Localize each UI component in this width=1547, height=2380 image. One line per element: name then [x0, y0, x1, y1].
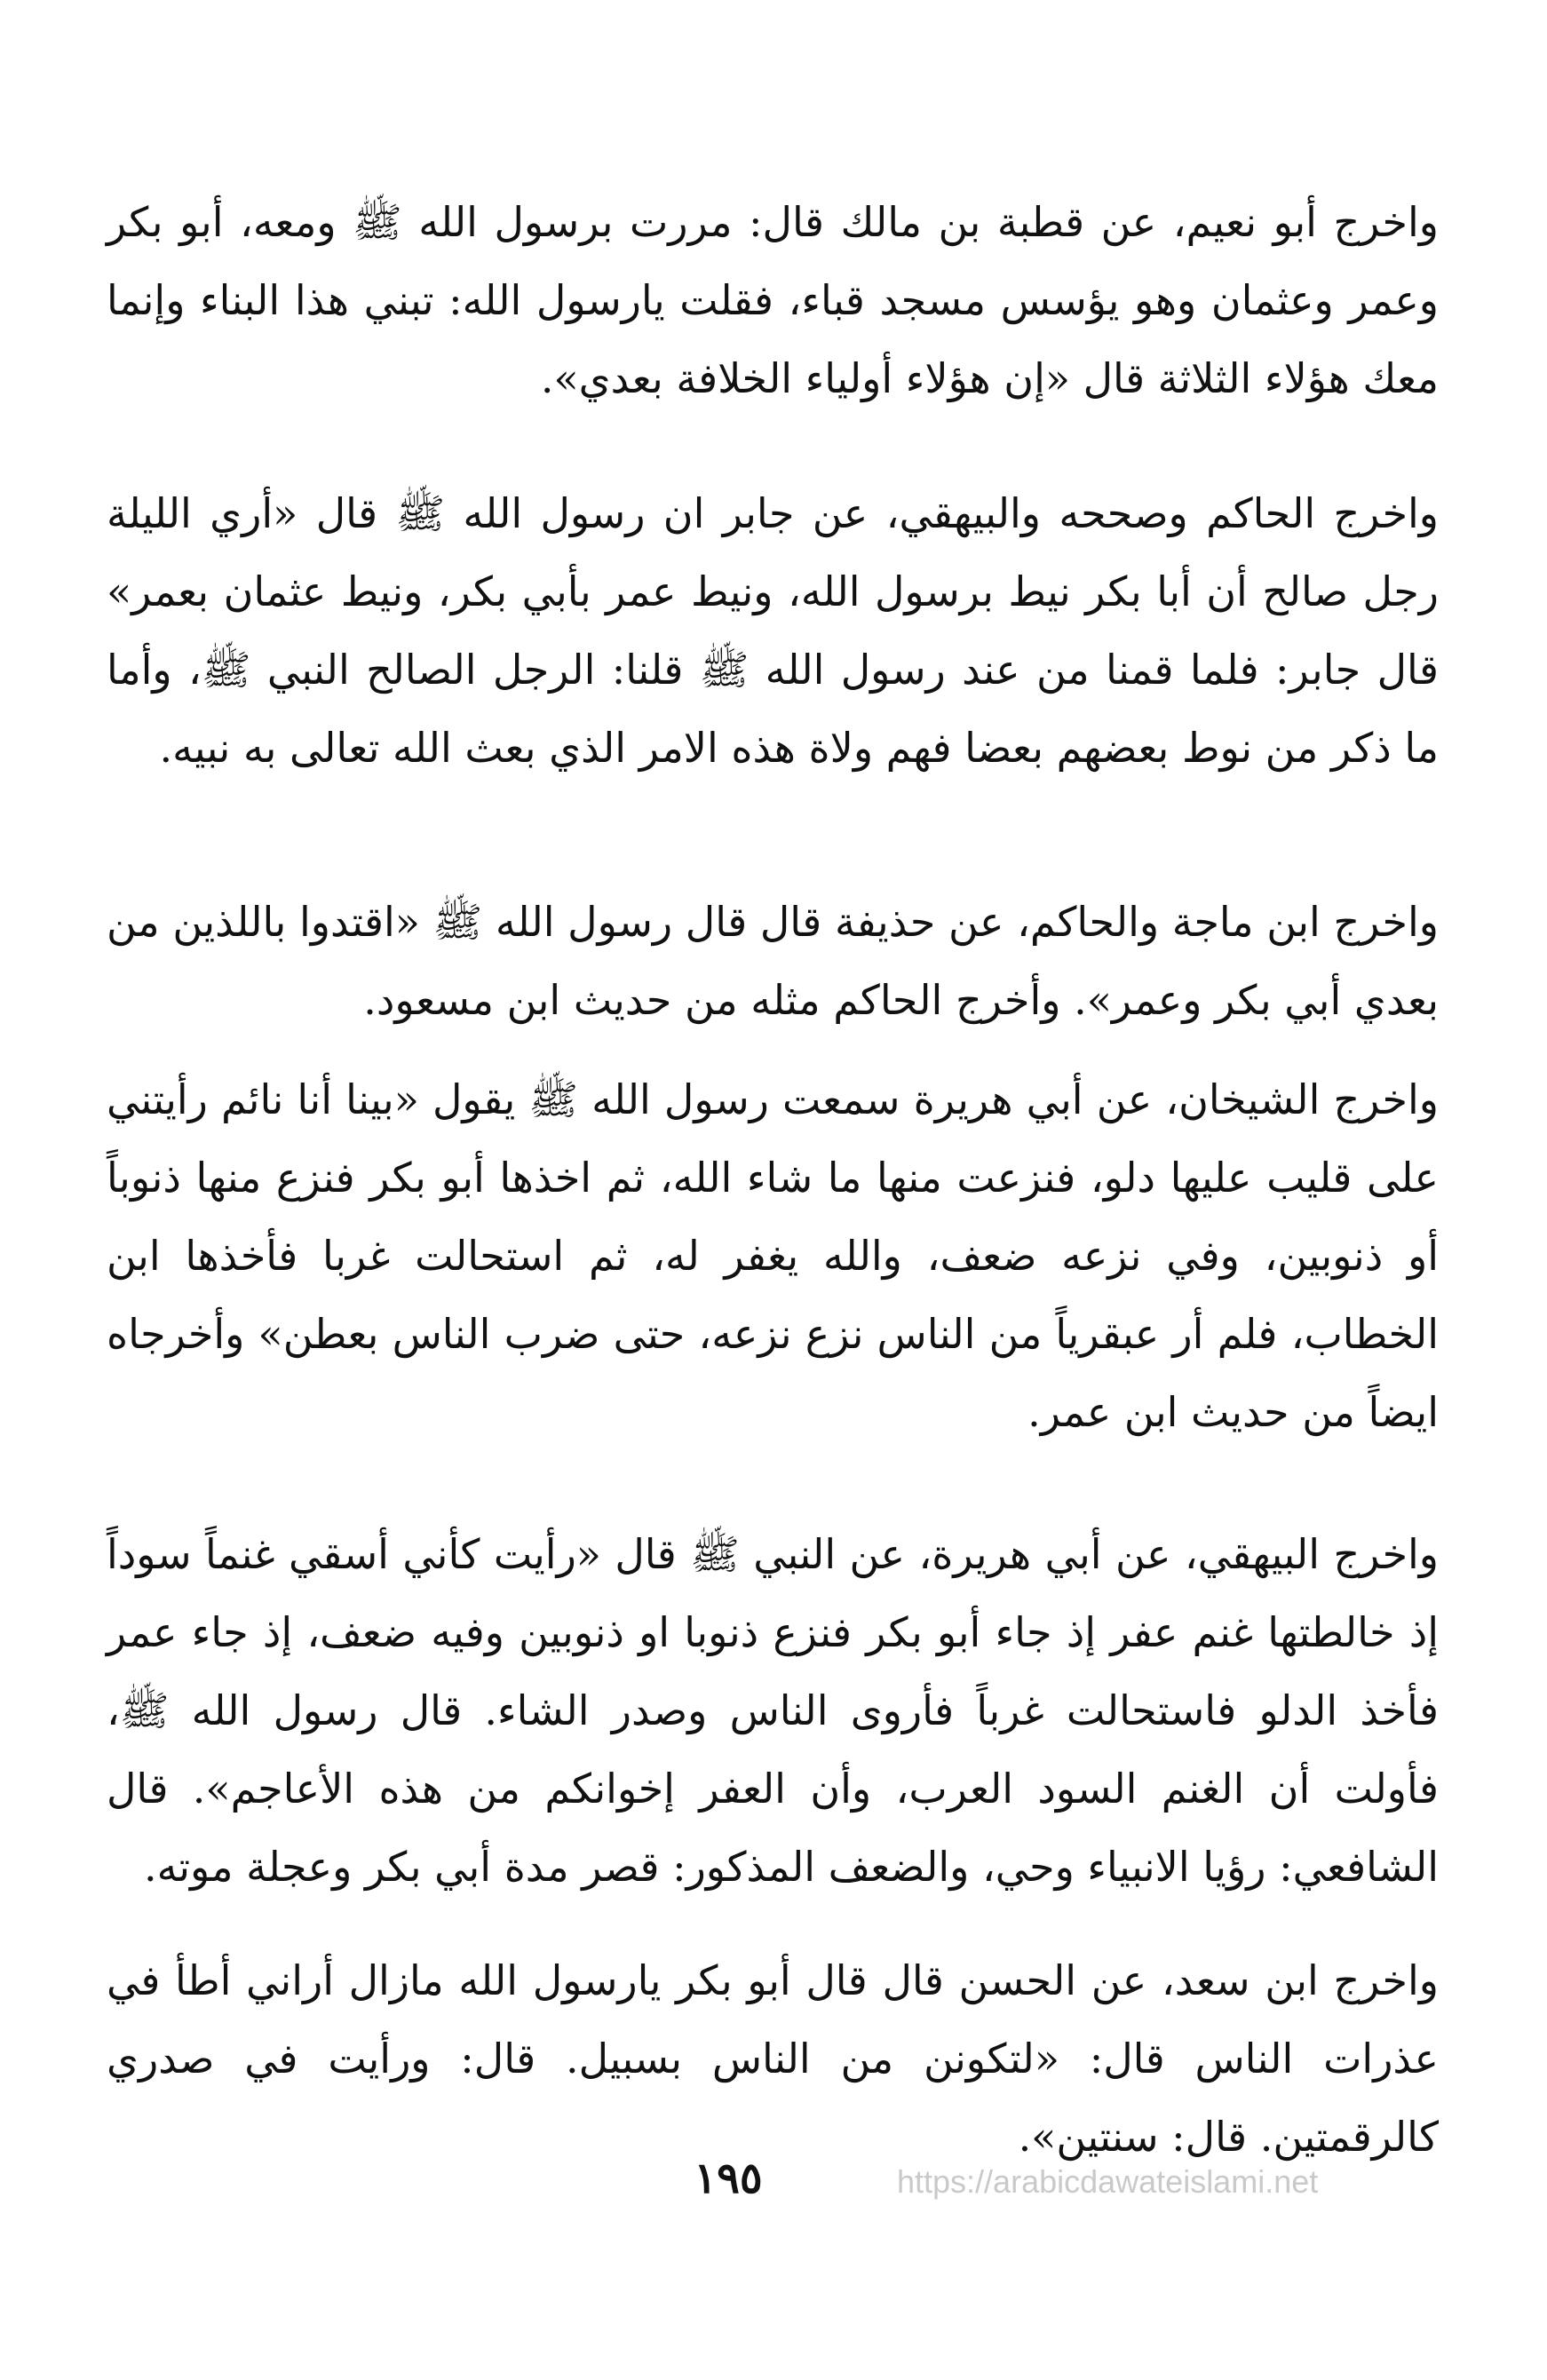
paragraph-ibn-sad-narration: واخرج ابن سعد، عن الحسن قال قال أبو بكر يارسول الله مازال أراني أطأ في عذرات الناس قال: «لتكونن من الناس بسبيل. قال: ورأيت في صدري كالرقمتين. قال: سنتين». [107, 1956, 1439, 2161]
page-number: ١٩٥ [694, 2154, 763, 2203]
paragraph-bayhaqi-narration: واخرج البيهقي، عن أبي هريرة، عن النبي ﷺ قال «رأيت كأني أسقي غنماً سوداً إذ خالطتها غنم عفر إذ جاء أبو بكر فنزع ذنوبا او ذنوبين وفيه ضعف، إذ جاء عمر فأخذ الدلو فاستحالت غرباً فأروى الناس وصدر الشاء. قال رسول الله ﷺ، فأولت أن الغنم السود العرب، وأن العفر إخوانكم من هذه الأعاجم». قال الشافعي: رؤيا الانبياء وحي، والضعف المذكور: قصر مدة أبي بكر وعجلة موته. [107, 1530, 1439, 1891]
paragraph-qutbah-narration: واخرج أبو نعيم، عن قطبة بن مالك قال: مررت برسول الله ﷺ ومعه، أبو بكر وعمر وعثمان وهو يؤسس مسجد قباء، فقلت يارسول الله: تبني هذا البناء وإنما معك هؤلاء الثلاثة قال «إن هؤلاء أولياء الخلافة بعدي». [107, 198, 1439, 402]
paragraph-hudhayfah-narration: واخرج ابن ماجة والحاكم، عن حذيفة قال قال رسول الله ﷺ «اقتدوا باللذين من بعدي أبي بكر وعمر». وأخرج الحاكم مثله من حديث ابن مسعود. [107, 898, 1439, 1024]
paragraph-shaykhan-narration: واخرج الشيخان، عن أبي هريرة سمعت رسول الله ﷺ يقول «بينا أنا نائم رأيتني على قليب عليها دلو، فنزعت منها ما شاء الله، ثم اخذها أبو بكر فنزع منها ذنوباً أو ذنوبين، وفي نزعه ضعف، والله يغفر له، ثم استحالت غربا فأخذها ابن الخطاب، فلم أر عبقرياً من الناس نزع نزعه، حتى ضرب الناس بعطن» وأخرجاه ايضاً من حديث ابن عمر. [107, 1075, 1439, 1436]
paragraph-jabir-narration: واخرج الحاكم وصححه والبيهقي، عن جابر ان رسول الله ﷺ قال «أري الليلة رجل صالح أن أبا بكر نيط برسول الله، ونيط عمر بأبي بكر، ونيط عثمان بعمر» قال جابر: فلما قمنا من عند رسول الله ﷺ قلنا: الرجل الصالح النبي ﷺ، وأما ما ذكر من نوط بعضهم بعضا فهم ولاة هذه الامر الذي بعث الله تعالى به نبيه. [107, 489, 1439, 772]
watermark-url: https://arabicdawateislami.net [897, 2163, 1319, 2200]
